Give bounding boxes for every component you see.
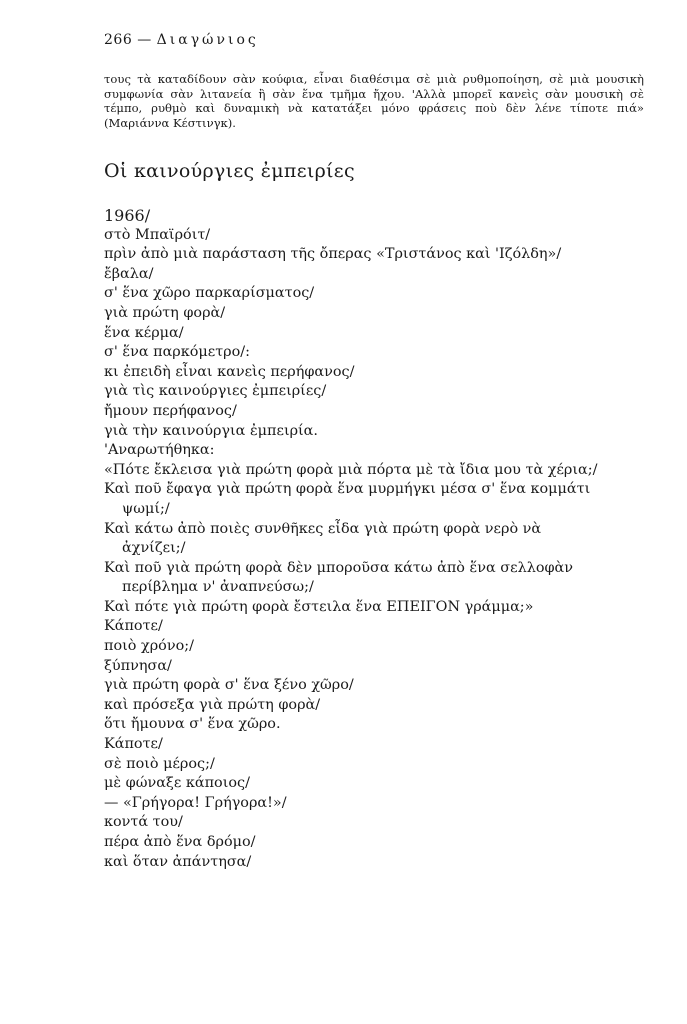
poem-line: «Πότε ἔκλεισα γιὰ πρώτη φορὰ μιὰ πόρτα μὲ τὰ ἴδια μου τὰ χέρια;/ [104, 461, 598, 478]
poem-line: σ' ἕνα χῶρο παρκαρίσματος/ [104, 285, 315, 302]
poem-line: ἤμουν περήφανος/ [104, 402, 237, 419]
poem-line: κοντά του/ [104, 814, 183, 831]
poem-line: πέρα ἀπὸ ἕνα δρόμο/ [104, 834, 256, 850]
poem-line-continuation: ἀχνίζει;/ [122, 540, 186, 557]
section-title: Οἱ καινούργιες ἐμπειρίες [104, 160, 355, 182]
poem-line: Καὶ ποῦ γιὰ πρώτη φορὰ δὲν μποροῦσα κάτω ἀπὸ ἕνα σελλοφὰν [104, 559, 574, 576]
poem-line: καὶ πρόσεξα γιὰ πρώτη φορὰ/ [104, 696, 321, 713]
poem-line: ἔβαλα/ [104, 265, 154, 282]
poem-line: Καὶ κάτω ἀπὸ ποιὲς συνθῆκες εἶδα γιὰ πρώτη φορὰ νερὸ νὰ [104, 520, 542, 537]
poem-line: — «Γρήγορα! Γρήγορα!»/ [104, 794, 287, 811]
poem-line: στὸ Μπαϊρόιτ/ [104, 226, 211, 243]
poem-line: 'Αναρωτήθηκα: [104, 442, 215, 459]
poem-line: Κάποτε/ [104, 618, 163, 635]
poem-line: γιὰ τὴν καινούργια ἐμπειρία. [104, 422, 318, 439]
poem-line-continuation: ψωμί;/ [122, 500, 170, 517]
poem [104, 206, 652, 872]
poem-line: καὶ ὅταν ἀπάντησα/ [104, 853, 252, 870]
poem-line: γιὰ πρώτη φορὰ σ' ἕνα ξένο χῶρο/ [104, 677, 354, 694]
poem-line: ἕνα κέρμα/ [104, 324, 184, 341]
poem-line: Καὶ ποῦ ἔφαγα γιὰ πρώτη φορὰ ἕνα μυρμήγκι μέσα σ' ἕνα κομμάτι [104, 481, 591, 498]
poem-line: κι ἐπειδὴ εἶναι κανεὶς περήφανος/ [104, 363, 355, 380]
page-number: 266 [104, 32, 133, 48]
poem-line: 1966/ [104, 206, 151, 225]
poem-line: μὲ φώναξε κάποιος/ [104, 775, 250, 792]
running-head [104, 32, 259, 48]
poem-line: γιὰ πρώτη φορὰ/ [104, 304, 226, 321]
poem-line: ὅτι ἤμουνα σ' ἕνα χῶρο. [104, 716, 281, 733]
intro-paragraph [104, 72, 644, 130]
poem-line: πρὶν ἀπὸ μιὰ παράσταση τῆς ὄπερας «Τριστάνος καὶ 'Ιζόλδη»/ [104, 246, 562, 263]
poem-line: ποιὸ χρόνο;/ [104, 638, 194, 655]
intro-text: τους τὰ καταδίδουν σὰν κούφια, εἶναι διαθέσιμα σὲ μιὰ ρυθμοποίηση, σὲ μιὰ μουσικὴ συμφωνία σὰν λιτανεία ἢ σὰν ἕνα τμῆμα ἤχου. 'Αλλὰ μπορεῖ κανεὶς σὰν μουσικὴ σὲ τέμπο, ρυθμὸ καὶ δυναμικὴ νὰ κατατάξει μόνο φράσεις ποὺ δὲν λένε τίποτε πιά» (Μαριάννα Κέστινγκ). [104, 72, 644, 130]
poem-line: σὲ ποιὸ μέρος;/ [104, 755, 215, 772]
poem-line: ξύπνησα/ [104, 657, 172, 674]
poem-line: γιὰ τὶς καινούργιες ἐμπειρίες/ [104, 383, 327, 400]
poem-line: Κάποτε/ [104, 736, 163, 753]
poem-line-continuation: περίβλημα ν' ἀναπνεύσω;/ [122, 579, 314, 596]
running-head-dash: — [137, 32, 152, 48]
poem-line: σ' ἕνα παρκόμετρο/: [104, 344, 251, 361]
poem-line: Καὶ πότε γιὰ πρώτη φορὰ ἔστειλα ἕνα ΕΠΕΙΓΟΝ γράμμα;» [104, 598, 534, 615]
running-head-title: Διαγώνιος [156, 32, 259, 48]
